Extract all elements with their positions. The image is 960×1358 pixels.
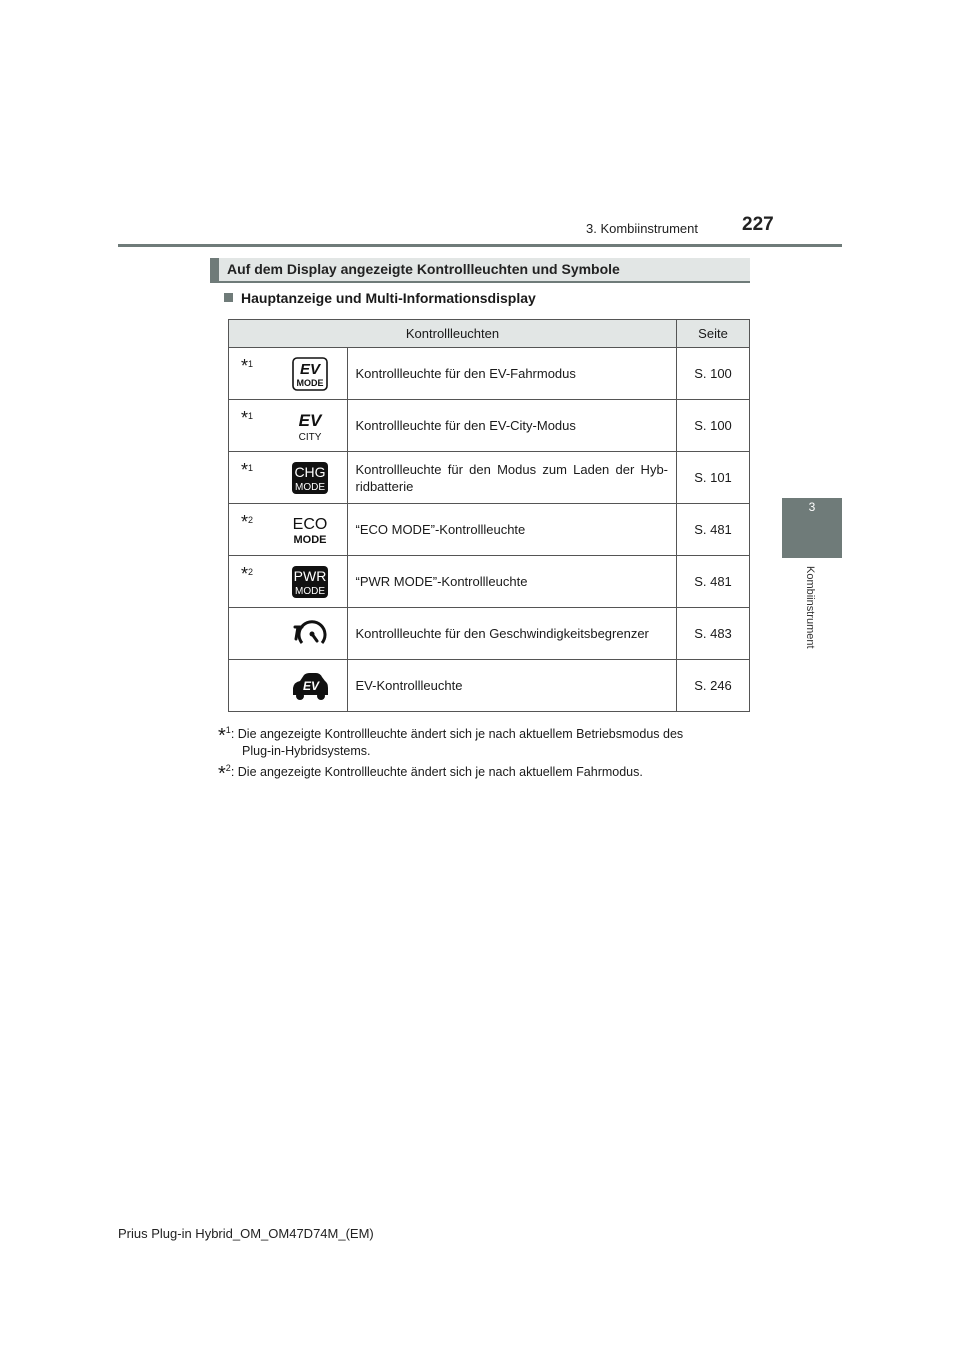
page-reference[interactable]: S. 483 xyxy=(677,608,750,660)
pwr-mode-icon xyxy=(291,565,329,599)
page-reference[interactable]: S. 481 xyxy=(677,556,750,608)
header-divider xyxy=(118,244,842,247)
chapter-label: Kombiinstrument xyxy=(804,566,816,649)
table-row xyxy=(229,400,750,452)
indicator-description: “PWR MODE”-Kontrollleuchte xyxy=(347,556,677,608)
indicator-description: Kontrollleuchte für den EV-City-Modus xyxy=(347,400,677,452)
table-row xyxy=(229,556,750,608)
footnote-mark xyxy=(229,608,273,660)
page-reference[interactable]: S. 246 xyxy=(677,660,750,712)
ev-city-icon xyxy=(292,409,328,443)
footnote-mark: *$^1$ xyxy=(229,348,273,400)
speed-limiter-icon xyxy=(290,617,330,651)
ev-mode-icon xyxy=(292,357,328,391)
footnote-1: *$^1$: Die angezeigte Kontrollleuchte ändert sich je nach aktuellem Betriebsmodus des Plug-in-Hybridsystems. xyxy=(218,725,684,759)
svg-text:MODE: MODE xyxy=(294,585,325,597)
footnote-2: *$^2$: Die angezeigte Kontrollleuchte ändert sich je nach aktuellem Fahrmodus. xyxy=(218,763,643,786)
table-row xyxy=(229,608,750,660)
page-reference[interactable]: S. 100 xyxy=(677,400,750,452)
ev-indicator-icon xyxy=(290,671,330,701)
column-header-lights: Kontrollleuchten xyxy=(229,320,677,348)
svg-text:MODE: MODE xyxy=(294,481,325,493)
footnote-mark xyxy=(229,660,273,712)
indicator-description: Kontrollleuchte für den EV-Fahrmodus xyxy=(347,348,677,400)
svg-text:MODE: MODE xyxy=(293,533,326,546)
indicator-description: Kontrollleuchte für den Modus zum Laden der Hyb-ridbatterie xyxy=(347,452,677,504)
footnote-mark: *$^2$ xyxy=(229,556,273,608)
svg-text:ECO: ECO xyxy=(292,515,327,533)
svg-text:PWR: PWR xyxy=(293,567,326,584)
svg-text:EV: EV xyxy=(302,678,319,693)
document-footer: Prius Plug-in Hybrid_OM_OM47D74M_(EM) xyxy=(118,1226,374,1241)
subheading xyxy=(224,290,536,306)
indicator-table xyxy=(228,319,750,712)
column-header-page: Seite xyxy=(677,320,750,348)
page-reference[interactable]: S. 100 xyxy=(677,348,750,400)
section-heading: Auf dem Display angezeigte Kontrollleuchten und Symbole xyxy=(210,258,750,283)
page-number: 227 xyxy=(742,214,774,235)
page-reference[interactable]: S. 101 xyxy=(677,452,750,504)
eco-mode-icon xyxy=(291,513,329,547)
indicator-description: “ECO MODE”-Kontrollleuchte xyxy=(347,504,677,556)
svg-text:CITY: CITY xyxy=(298,431,321,443)
table-row xyxy=(229,348,750,400)
chg-mode-icon xyxy=(291,461,329,495)
svg-text:EV: EV xyxy=(298,410,321,430)
indicator-description: Kontrollleuchte für den Geschwindigkeitsbegrenzer xyxy=(347,608,677,660)
square-bullet-icon xyxy=(224,293,233,302)
table-header-row xyxy=(229,320,750,348)
chapter-number: 3 xyxy=(808,500,816,514)
subheading-text: Hauptanzeige und Multi-Informationsdisplay xyxy=(241,290,536,306)
table-row xyxy=(229,452,750,504)
table-row xyxy=(229,504,750,556)
page-reference[interactable]: S. 481 xyxy=(677,504,750,556)
footnote-mark: *$^1$ xyxy=(229,452,273,504)
header-section-title: 3. Kombiinstrument xyxy=(586,221,698,236)
table-row xyxy=(229,660,750,712)
indicator-description: EV-Kontrollleuchte xyxy=(347,660,677,712)
chapter-tab[interactable] xyxy=(782,498,842,558)
svg-text:CHG: CHG xyxy=(293,463,326,480)
svg-text:EV: EV xyxy=(299,360,320,378)
footnote-mark: *$^2$ xyxy=(229,504,273,556)
footnote-mark: *$^1$ xyxy=(229,400,273,452)
svg-text:MODE: MODE xyxy=(296,377,323,388)
